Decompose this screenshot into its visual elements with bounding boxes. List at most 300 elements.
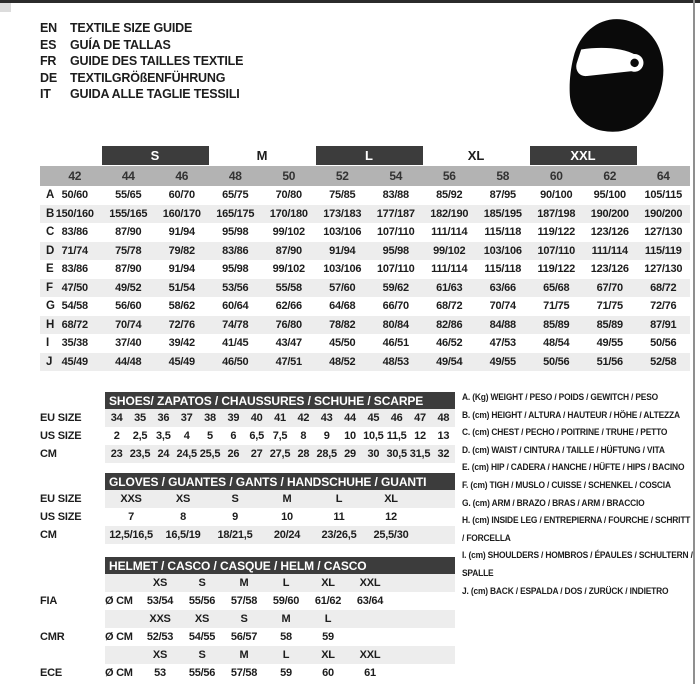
size-cell: 35/38 — [61, 337, 88, 350]
lang-title: GUÍA DE TALLAS — [70, 37, 171, 52]
col-header: 64 — [656, 169, 670, 183]
size-cell: 53/56 — [222, 281, 249, 294]
glove-cell: XS — [175, 493, 191, 505]
row-label: US SIZE — [40, 511, 82, 523]
col-header: 58 — [496, 169, 510, 183]
shoe-cell: 6,5 — [249, 430, 264, 442]
row-label: CM — [40, 529, 57, 541]
textile-size-table — [40, 146, 690, 371]
table-row — [40, 508, 460, 526]
col-header: 56 — [442, 169, 456, 183]
size-cell: 49/52 — [115, 281, 142, 294]
legend-item-e: E. (cm) HIP / CADERA / HANCHE / HÜFTE / HIPS / BACINO — [462, 462, 685, 474]
size-cell: 57/60 — [329, 281, 356, 294]
row-label — [40, 610, 105, 628]
glove-cell: 7 — [128, 511, 134, 523]
size-cell: 190/200 — [590, 207, 629, 220]
shoe-cell: 45 — [367, 412, 380, 424]
shoe-cell: 30,5 — [386, 448, 407, 460]
size-cell: 83/86 — [222, 244, 249, 257]
table-row — [40, 353, 690, 372]
shoe-cell: 42 — [297, 412, 310, 424]
size-cell: 99/102 — [433, 244, 466, 257]
size-cell: 60/64 — [222, 300, 249, 313]
size-cell: 51/54 — [168, 281, 195, 294]
size-cell: 41/45 — [222, 337, 249, 350]
size-cell: 155/165 — [109, 207, 148, 220]
helmet-size-header: L — [282, 649, 290, 661]
glove-cell: 25,5/30 — [373, 529, 409, 541]
shoe-cell: 44 — [344, 412, 356, 424]
shoe-cell: 24,5 — [176, 448, 197, 460]
size-cell: 87/90 — [115, 226, 142, 239]
row-label: E — [46, 263, 54, 276]
helmet-size-header: XXS — [149, 613, 171, 625]
shoe-cell: 2 — [113, 430, 120, 442]
shoe-cell: 38 — [204, 412, 216, 424]
table-row — [40, 592, 460, 610]
row-label — [40, 574, 105, 592]
size-cell: 71/74 — [61, 244, 88, 257]
glove-cell: 9 — [232, 511, 238, 523]
size-cell: 87/90 — [275, 244, 302, 257]
size-cell: 111/114 — [431, 226, 468, 239]
size-cell: 48/52 — [329, 355, 356, 368]
size-cell: 59/62 — [382, 281, 409, 294]
lang-code: FR — [40, 54, 57, 69]
size-cell: 58/62 — [168, 300, 195, 313]
glove-cell: 20/24 — [273, 529, 301, 541]
size-group-header — [40, 146, 690, 165]
size-cell: 87/95 — [489, 189, 516, 202]
shoe-cell: 2,5 — [132, 430, 148, 442]
helmet-cell: 61/62 — [314, 595, 342, 607]
table-row — [40, 574, 460, 592]
size-cell: 115/119 — [644, 244, 682, 257]
table-row — [40, 279, 690, 298]
row-label: CM — [40, 448, 57, 460]
helmet-size-header: S — [240, 613, 248, 625]
size-cell: 65/68 — [543, 281, 570, 294]
size-cell: 85/92 — [436, 189, 463, 202]
diameter-unit: Ø CM — [105, 631, 133, 643]
size-cell: 70/80 — [275, 189, 302, 202]
table-row — [40, 610, 460, 628]
size-cell: 64/68 — [329, 300, 356, 313]
shoe-cell: 34 — [110, 412, 123, 424]
page-top-border — [0, 0, 700, 3]
col-header: 44 — [121, 169, 135, 183]
shoe-cell: 27 — [250, 448, 263, 460]
glove-cell: 12 — [385, 511, 397, 523]
helmet-size-header: XXL — [359, 577, 381, 589]
size-cell: 45/49 — [61, 355, 88, 368]
size-cell: 37/40 — [115, 337, 142, 350]
shoe-cell: 30 — [367, 448, 380, 460]
row-label: B — [46, 207, 55, 220]
size-cell: 95/98 — [382, 244, 409, 257]
size-cell: 91/94 — [329, 244, 356, 257]
shoe-cell: 36 — [157, 412, 170, 424]
gloves-title-bar: GLOVES / GUANTES / GANTS / HANDSCHUHE / GUANTI — [105, 473, 455, 490]
row-label: I — [46, 337, 49, 350]
size-cell: 119/122 — [537, 226, 575, 239]
size-cell: 68/72 — [61, 318, 88, 331]
col-header: 54 — [389, 169, 403, 183]
size-cell: 190/200 — [644, 207, 683, 220]
size-cell: 44/48 — [115, 355, 142, 368]
shoe-cell: 29 — [344, 448, 356, 460]
size-cell: 99/102 — [272, 226, 305, 239]
shoe-cell: 23,5 — [129, 448, 151, 460]
page-corner-strip — [0, 3, 11, 12]
row-label: D — [46, 244, 55, 257]
size-cell: 87/90 — [115, 263, 142, 276]
helmet-cell: 57/58 — [230, 595, 258, 607]
size-cell: 51/56 — [596, 355, 623, 368]
size-cell: 83/86 — [61, 263, 88, 276]
size-cell: 68/72 — [650, 281, 677, 294]
col-header: 46 — [175, 169, 189, 183]
diameter-unit: Ø CM — [105, 667, 133, 679]
size-cell: 67/70 — [596, 281, 623, 294]
size-cell: 95/98 — [222, 263, 249, 276]
size-cell: 47/53 — [489, 337, 516, 350]
size-cell: 74/78 — [222, 318, 249, 331]
shoe-cell: 7,5 — [272, 430, 288, 442]
legend-item-b: B. (cm) HEIGHT / ALTURA / HAUTEUR / HÖHE / ALTEZZA — [462, 409, 680, 421]
shoes-title-bar: SHOES/ ZAPATOS / CHAUSSURES / SCHUHE / SCARPE — [105, 392, 455, 409]
glove-cell: S — [231, 493, 239, 505]
col-header: 48 — [228, 169, 242, 183]
row-label-cmr: CMR — [40, 631, 65, 643]
size-cell: 55/58 — [275, 281, 302, 294]
glove-cell: XXS — [120, 493, 142, 505]
col-header: 52 — [335, 169, 349, 183]
size-cell: 47/50 — [61, 281, 88, 294]
size-cell: 75/78 — [115, 244, 142, 257]
size-cell: 80/84 — [382, 318, 409, 331]
helmet-size-header: XS — [152, 649, 168, 661]
table-row — [40, 409, 460, 427]
shoe-cell: 32 — [437, 448, 450, 460]
size-cell: 107/110 — [377, 263, 415, 276]
table-row — [40, 664, 460, 682]
size-cell: 84/88 — [489, 318, 516, 331]
size-cell: 127/130 — [644, 226, 683, 239]
helmet-cell: 54/55 — [188, 631, 216, 643]
shoe-cell: 43 — [320, 412, 333, 424]
size-cell: 150/160 — [55, 207, 94, 220]
size-cell: 95/100 — [593, 189, 626, 202]
size-cell: 79/82 — [168, 244, 195, 257]
size-cell: 91/94 — [168, 263, 195, 276]
glove-cell: 11 — [333, 511, 345, 523]
helmet-title-bar: HELMET / CASCO / CASQUE / HELM / CASCO — [105, 557, 455, 574]
table-row — [40, 242, 690, 261]
size-cell: 103/106 — [483, 244, 522, 257]
shoe-cell: 37 — [180, 412, 193, 424]
gloves-size-table — [40, 473, 460, 544]
size-group-l: L — [316, 146, 423, 165]
helmet-size-header: XL — [321, 577, 335, 589]
size-cell: 182/190 — [430, 207, 469, 220]
size-cell: 49/55 — [489, 355, 516, 368]
table-row — [40, 628, 460, 646]
table-row — [40, 205, 690, 224]
size-cell: 115/118 — [484, 263, 522, 276]
lang-code: DE — [40, 70, 57, 85]
size-cell: 107/110 — [537, 244, 575, 257]
glove-cell: M — [282, 493, 292, 505]
lang-code: ES — [40, 37, 57, 52]
helmet-cell: 63/64 — [356, 595, 384, 607]
size-cell: 85/89 — [596, 318, 623, 331]
glove-cell: 23/26,5 — [321, 529, 357, 541]
shoe-cell: 24 — [157, 448, 170, 460]
row-label: EU SIZE — [40, 493, 82, 505]
size-cell: 123/126 — [590, 263, 629, 276]
size-cell: 61/63 — [436, 281, 463, 294]
size-cell: 48/53 — [382, 355, 409, 368]
title-line-en — [40, 20, 243, 37]
size-cell: 71/75 — [596, 300, 623, 313]
helmet-cell: 58 — [280, 631, 292, 643]
size-cell: 105/115 — [644, 189, 682, 202]
size-cell: 68/72 — [436, 300, 463, 313]
shoe-cell: 48 — [437, 412, 450, 424]
size-cell: 76/80 — [275, 318, 302, 331]
diameter-unit: Ø CM — [105, 595, 133, 607]
legend-item-h: H. (cm) INSIDE LEG / ENTREPIERNA / FOURCHE / SCHRITT / FORCELLA — [462, 515, 691, 544]
title-line-fr — [40, 53, 243, 70]
size-cell: 46/51 — [382, 337, 409, 350]
helmet-cell: 57/58 — [230, 667, 258, 679]
row-label: F — [46, 281, 53, 294]
size-cell: 119/122 — [537, 263, 575, 276]
size-cell: 66/70 — [382, 300, 409, 313]
size-cell: 83/88 — [382, 189, 409, 202]
size-cell: 43/47 — [275, 337, 302, 350]
size-cell: 103/106 — [323, 263, 362, 276]
legend-item-g: G. (cm) ARM / BRAZO / BRAS / ARM / BRACCIO — [462, 497, 645, 509]
size-column-band — [40, 166, 690, 186]
shoe-cell: 28,5 — [316, 448, 337, 460]
size-cell: 173/183 — [323, 207, 362, 220]
table-row — [40, 427, 460, 445]
helmet-cell: 61 — [364, 667, 376, 679]
shoe-cell: 10,5 — [363, 430, 384, 442]
helmet-cell: 60 — [322, 667, 334, 679]
size-cell: 160/170 — [162, 207, 201, 220]
size-cell: 111/114 — [591, 244, 628, 257]
size-group-s: S — [102, 146, 209, 165]
lang-title: GUIDE DES TAILLES TEXTILE — [70, 54, 244, 69]
size-cell: 46/52 — [436, 337, 463, 350]
legend-item-c: C. (cm) CHEST / PECHO / POITRINE / TRUHE / PETTO — [462, 427, 668, 439]
size-cell: 48/54 — [543, 337, 570, 350]
legend-item-j: J. (cm) BACK / ESPALDA / DOS / ZURÜCK / INDIETRO — [462, 585, 669, 597]
glove-cell: L — [335, 493, 343, 505]
size-cell: 103/106 — [323, 226, 362, 239]
shoe-cell: 12 — [414, 430, 426, 442]
size-cell: 99/102 — [272, 263, 305, 276]
lang-title: TEXTILE SIZE GUIDE — [70, 21, 193, 36]
shoe-cell: 3,5 — [156, 430, 171, 442]
size-cell: 177/187 — [376, 207, 415, 220]
col-header: 62 — [603, 169, 617, 183]
col-header: 60 — [549, 169, 563, 183]
table-row — [40, 526, 460, 544]
table-row — [40, 445, 460, 463]
row-label: US SIZE — [40, 430, 82, 442]
table-row — [40, 186, 690, 205]
size-cell: 50/60 — [61, 189, 88, 202]
size-cell: 55/65 — [115, 189, 142, 202]
row-label: H — [46, 318, 55, 331]
title-line-es — [40, 37, 243, 54]
helmet-size-header: S — [198, 577, 206, 589]
row-label: C — [46, 226, 55, 239]
size-cell: 75/85 — [329, 189, 356, 202]
row-label-ece: ECE — [40, 667, 63, 679]
size-group-m: M — [256, 148, 268, 163]
helmet-cell: 59 — [280, 667, 292, 679]
size-cell: 49/54 — [436, 355, 463, 368]
helmet-cell: 55/56 — [188, 667, 216, 679]
size-cell: 71/75 — [543, 300, 570, 313]
size-cell: 170/180 — [269, 207, 308, 220]
table-row — [40, 490, 460, 508]
shoe-cell: 47 — [414, 412, 426, 424]
table-row — [40, 297, 690, 316]
helmet-cell: 52/53 — [146, 631, 174, 643]
size-cell: 87/91 — [650, 318, 677, 331]
shoe-cell: 46 — [390, 412, 403, 424]
row-label-fia: FIA — [40, 595, 58, 607]
row-label: EU SIZE — [40, 412, 82, 424]
helmet-cell: 53 — [154, 667, 166, 679]
size-cell: 63/66 — [489, 281, 516, 294]
shoes-size-table — [40, 392, 460, 463]
legend-item-a: A. (Kg) WEIGHT / PESO / POIDS / GEWITCH / PESO — [462, 392, 658, 403]
size-cell: 72/76 — [650, 300, 677, 313]
glove-cell: 8 — [180, 511, 186, 523]
shoe-cell: 40 — [250, 412, 263, 424]
lang-code: IT — [40, 87, 51, 102]
size-cell: 78/82 — [329, 318, 356, 331]
title-line-it — [40, 86, 243, 103]
size-cell: 185/195 — [483, 207, 522, 220]
shoe-cell: 28 — [297, 448, 310, 460]
size-cell: 65/75 — [222, 189, 249, 202]
glove-cell: 10 — [281, 511, 293, 523]
shoe-cell: 27,5 — [269, 448, 291, 460]
helmet-size-header: S — [198, 649, 206, 661]
size-cell: 54/58 — [61, 300, 88, 313]
glove-cell: 18/21,5 — [217, 529, 253, 541]
size-cell: 52/58 — [650, 355, 677, 368]
glove-cell: XL — [384, 493, 398, 505]
size-cell: 83/86 — [61, 226, 88, 239]
helmet-cell: 55/56 — [188, 595, 216, 607]
shoe-cell: 10 — [344, 430, 356, 442]
legend-item-i: I. (cm) SHOULDERS / HOMBROS / ÉPAULES / SCHULTERN / SPALLE — [462, 550, 693, 579]
shoe-cell: 35 — [134, 412, 146, 424]
size-cell: 60/70 — [168, 189, 195, 202]
shoe-cell: 8 — [300, 430, 307, 442]
size-cell: 46/50 — [222, 355, 249, 368]
size-cell: 47/51 — [275, 355, 302, 368]
size-cell: 56/60 — [115, 300, 142, 313]
shoe-cell: 41 — [274, 412, 286, 424]
row-label — [40, 646, 105, 664]
table-row — [40, 260, 690, 279]
helmet-size-header: XXL — [359, 649, 381, 661]
col-header: 50 — [282, 169, 296, 183]
helmet-cell: 56/57 — [230, 631, 258, 643]
helmet-size-header: M — [239, 649, 249, 661]
helmet-size-header: M — [281, 613, 291, 625]
shoe-cell: 5 — [207, 430, 213, 442]
table-row — [40, 646, 460, 664]
size-cell: 95/98 — [222, 226, 249, 239]
helmet-size-header: L — [324, 613, 332, 625]
title-line-de — [40, 70, 243, 87]
size-cell: 91/94 — [168, 226, 195, 239]
size-cell: 72/76 — [168, 318, 195, 331]
shoe-cell: 31,5 — [409, 448, 431, 460]
glove-cell: 16,5/19 — [165, 529, 201, 541]
helmet-size-header: XS — [152, 577, 168, 589]
size-cell: 115/118 — [484, 226, 522, 239]
col-header: 42 — [68, 169, 82, 183]
size-cell: 107/110 — [377, 226, 415, 239]
size-cell: 187/198 — [537, 207, 576, 220]
helmet-size-header: M — [239, 577, 249, 589]
lang-title: GUIDA ALLE TAGLIE TESSILI — [70, 87, 240, 102]
helmet-size-header: L — [282, 577, 290, 589]
helmet-cell: 59 — [322, 631, 334, 643]
helmet-cell: 53/54 — [146, 595, 174, 607]
size-cell: 85/89 — [543, 318, 570, 331]
shoe-cell: 26 — [227, 448, 240, 460]
size-group-xxl: XXL — [530, 146, 637, 165]
size-cell: 39/42 — [168, 337, 195, 350]
size-cell: 82/86 — [436, 318, 463, 331]
table-row — [40, 223, 690, 242]
size-cell: 165/175 — [216, 207, 255, 220]
table-row — [40, 334, 690, 353]
size-cell: 45/50 — [329, 337, 356, 350]
size-cell: 127/130 — [644, 263, 683, 276]
lang-code: EN — [40, 21, 57, 36]
glove-cell: 12,5/16,5 — [109, 529, 153, 541]
size-cell: 62/66 — [275, 300, 302, 313]
measurement-legend — [462, 389, 694, 600]
legend-item-d: D. (cm) WAIST / CINTURA / TAILLE / HÜFTUNG / VITA — [462, 444, 665, 456]
size-cell: 49/55 — [596, 337, 623, 350]
shoe-cell: 6 — [230, 430, 237, 442]
size-cell: 123/126 — [590, 226, 629, 239]
size-cell: 90/100 — [540, 189, 573, 202]
size-cell: 50/56 — [543, 355, 570, 368]
size-group-xl: XL — [467, 148, 485, 163]
legend-item-f: F. (cm) TIGH / MUSLO / CUISSE / SCHENKEL / COSCIA — [462, 479, 671, 491]
shoe-cell: 9 — [323, 430, 330, 442]
shoe-cell: 23 — [110, 448, 123, 460]
shoe-cell: 39 — [227, 412, 240, 424]
